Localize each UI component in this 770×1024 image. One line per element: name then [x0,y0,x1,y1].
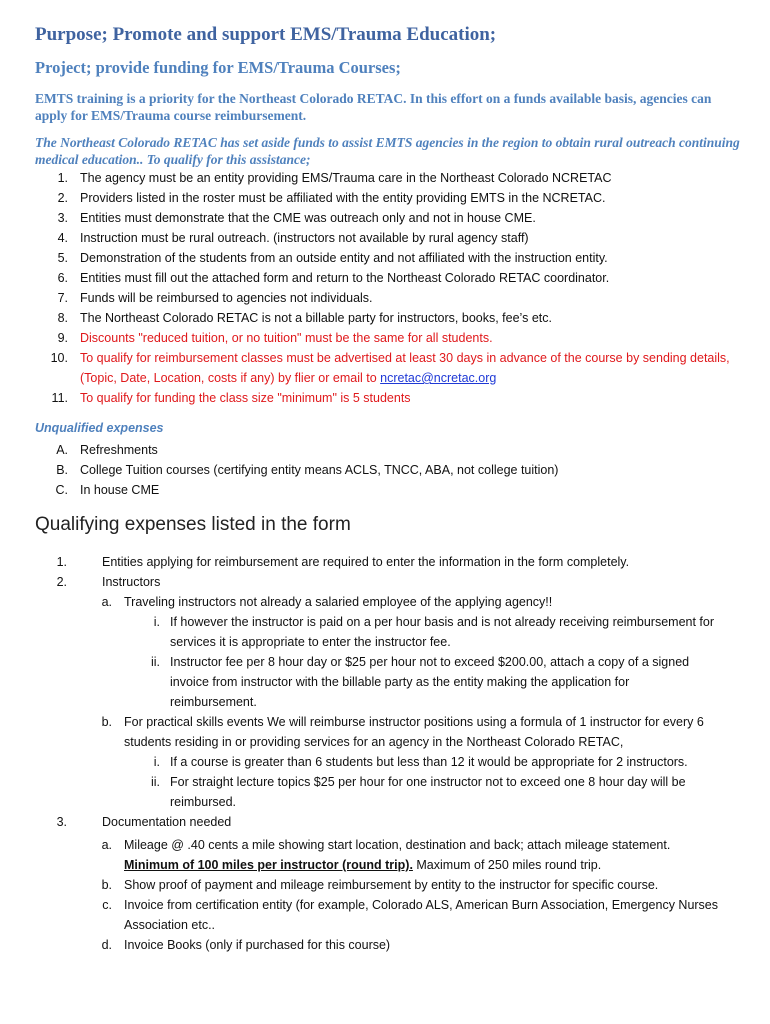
list-item-text: For practical skills events We will reimburse instructor positions using a formula of 1 instructor for every 6 [124,715,704,729]
list-item-text: reimbursed. [170,795,236,809]
list-item: 6. Entities must fill out the attached form and return to the Northeast Colorado RETAC coordinator. [57,271,610,285]
list-item: 2. Providers listed in the roster must be affiliated with the entity providing EMTS in the NCRETAC. [57,191,606,205]
list-item: 1. The agency must be an entity providing EMS/Trauma care in the Northeast Colorado NCRETAC [57,171,612,185]
list-item: A. Refreshments [56,443,158,457]
list-item-text: invoice from instructor with the billable party as the entity making the application for [170,675,630,689]
list-roman: i. [153,615,160,629]
list-letter: b. [101,878,112,892]
unqualified-list [35,440,735,500]
list-item-text: reimbursement. [170,695,257,709]
intro-paragraph: EMTS training is a priority for the Northeast Colorado RETAC. In this effort on a funds available basis, agencies can apply for EMS/Trauma course reimbursement. [35,91,712,123]
list-item: 8. The Northeast Colorado RETAC is not a billable party for instructors, books, fee’s etc. [57,311,552,325]
list-roman: i. [153,755,160,769]
list-letter: a. [101,595,112,609]
list-item: 3. Entities must demonstrate that the CME was outreach only and not in house CME. [57,211,536,225]
list-letter: c. [102,898,112,912]
list-letter: d. [101,938,112,952]
mileage-minimum: Minimum of 100 miles per instructor (round trip). [124,858,413,872]
unqualified-heading: Unqualified expenses [35,421,164,435]
list-item-text: Minimum of 100 miles per instructor (round trip). Maximum of 250 miles round trip. [124,858,602,872]
list-letter: b. [101,715,112,729]
list-item-text: If a course is greater than 6 students but less than 12 it would be appropriate for 2 instructors. [170,755,688,769]
list-item-text: Documentation needed [102,815,232,829]
list-item-text: Invoice Books (only if purchased for this course) [124,938,391,952]
email-link[interactable]: ncretac@ncretac.org [380,371,497,385]
list-roman: ii. [150,655,160,669]
list-item: 9. Discounts "reduced tuition, or no tuition" must be the same for all students. [57,331,493,345]
page-title: Purpose; Promote and support EMS/Trauma Education; [35,24,497,45]
list-item: 10. To qualify for reimbursement classes must be advertised at least 30 days in advance of the course by sending details,(Topic, Date, Location, costs if any) by flier or email to ncretac@ncretac.org [50,351,730,385]
list-item: C. In house CME [55,483,160,497]
list-item-text: Mileage @ .40 cents a mile showing start location, destination and back; attach mileage statement. [124,838,671,852]
list-item-text: students residing in or providing services for an agency in the Northeast Colorado RETAC, [124,735,624,749]
list-item-text: Show proof of payment and mileage reimbursement by entity to the instructor for specific course. [124,878,659,892]
list-item-text: If however the instructor is paid on a per hour basis and is not already receiving reimbursement for [170,615,715,629]
assistance-paragraph: The Northeast Colorado RETAC has set aside funds to assist EMTS agencies in the region to obtain rural outreach continuing medical education.. To qualify for this assistance; [35,135,740,167]
list-roman: ii. [150,775,160,789]
list-letter: a. [101,838,112,852]
list-item-text: Entities applying for reimbursement are required to enter the information in the form completely. [102,555,630,569]
list-number: 1. [56,555,67,569]
list-item: 11. To qualify for funding the class size "minimum" is 5 students [51,391,411,405]
list-item: B. College Tuition courses (certifying entity means ACLS, TNCC, ABA, not college tuition) [56,463,559,477]
project-heading: Project; provide funding for EMS/Trauma Courses; [35,58,401,77]
list-item-text: Association etc.. [124,918,216,932]
list-item-text: Invoice from certification entity (for example, Colorado ALS, American Burn Association, Emergency Nurses [124,898,719,912]
list-item: 4. Instruction must be rural outreach. (instructors not available by rural agency staff) [57,231,529,245]
list-item-text: Instructors [102,575,161,589]
list-number: 2. [56,575,67,589]
list-item-text: Traveling instructors not already a salaried employee of the applying agency!! [124,595,553,609]
qualifying-heading: Qualifying expenses listed in the form [35,514,351,535]
list-item-text: For straight lecture topics $25 per hour for one instructor not to exceed one 8 hour day will be [170,775,686,789]
list-number: 3. [56,815,67,829]
list-item: 7. Funds will be reimbursed to agencies not individuals. [57,291,373,305]
requirements-list [35,168,735,408]
list-item-text: services it is appropriate to enter the instructor fee. [170,635,451,649]
list-item-text: Instructor fee per 8 hour day or $25 per hour not to exceed $200.00, attach a copy of a signed [170,655,690,669]
list-item: 5. Demonstration of the students from an outside entity and not affiliated with the instruction entity. [57,251,608,265]
